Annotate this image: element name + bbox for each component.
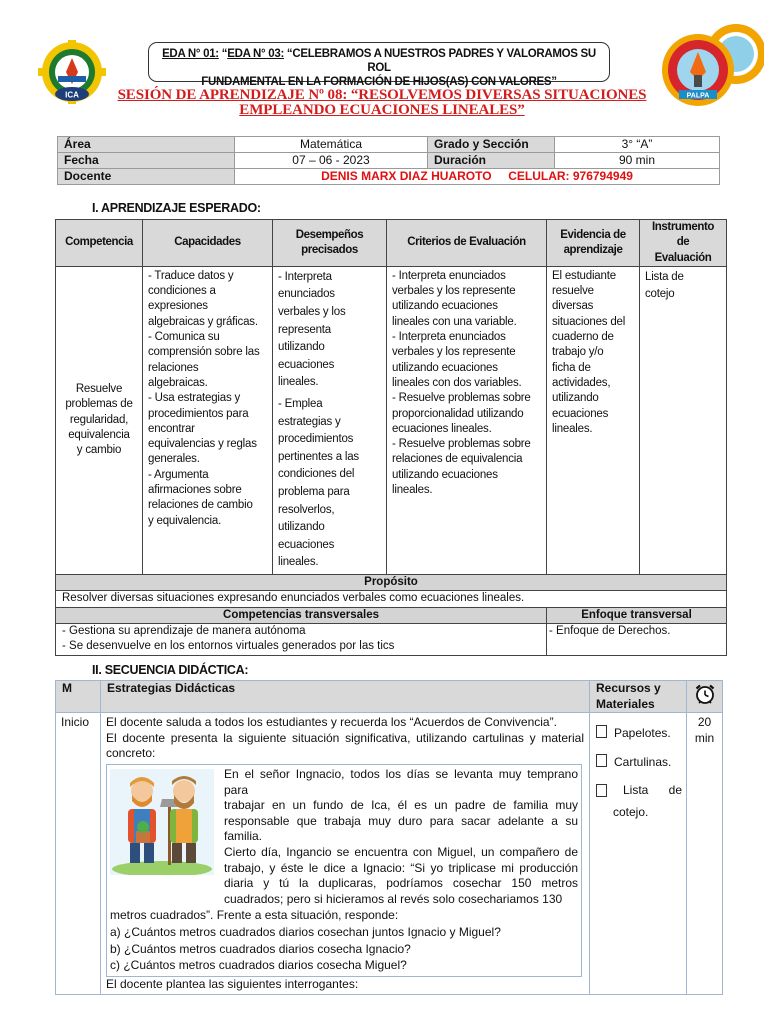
checkbox-icon [596,784,607,797]
text-line: cotejo [645,287,675,300]
text-line: actividades, [552,376,611,389]
col-desempenos-1: Desempeños [295,228,364,241]
sequence-table [55,680,723,995]
proposito-text: Resolver diversas situaciones expresando enunciados verbales como ecuaciones lineales. [56,591,727,607]
story-tail: metros cuadrados”. Frente a esta situación, responde: [110,908,399,923]
col-criterios: Criterios de Evaluación [387,220,547,267]
checkbox-icon [596,754,607,767]
text-line: enunciados [278,288,335,301]
text-line: pertinentes a las [278,450,359,463]
text-line: condiciones del [278,468,355,481]
text-line: situaciones del [552,315,626,328]
text-line: lineales. [392,484,433,497]
resource-label-3c: cotejo. [613,804,649,819]
text-line: cuaderno de [552,331,614,344]
grade-label: Grado y Sección [428,137,555,153]
closing-line: El docente plantea las siguientes interrogantes: [106,976,359,991]
story-box [106,764,582,977]
text-line: ecuaciones [278,358,335,371]
checkbox-icon [596,725,607,738]
col-evidencia-2: aprendizaje [563,243,623,256]
enfoque-item-1: - Enfoque de Derechos. [549,624,671,637]
date-label: Fecha [58,153,235,169]
text-line: estrategias y [278,415,341,428]
proposito-label: Propósito [56,574,727,590]
text-line: equivalencia [68,429,130,442]
area-value: Matemática [235,137,428,153]
text-line: representa [278,323,331,336]
intro-line-1: El docente saluda a todos los estudiantes y recuerda los “Acuerdos de Convivencia”. [106,715,557,730]
text-line: comprensión sobre las [148,346,260,359]
eda3-label: EDA N° 03: [227,48,284,60]
text-line: relaciones de cambio [148,499,253,512]
teacher-value: DENIS MARX DIAZ HUAROTO CELULAR: 976794949 [235,169,720,185]
text-line: procedimientos para [148,407,249,420]
grade-value: 3° “A” [555,137,720,153]
farmers-illustration [110,769,220,877]
story-text [220,767,578,907]
text-line: utilizando ecuaciones [392,361,498,374]
text-line: condiciones a [148,285,216,298]
text-line: utilizando [552,392,599,405]
alarm-clock-icon [693,682,717,706]
time-cell [687,713,723,995]
text-line: trabajo y/o [552,346,604,359]
text-line: y equivalencia. [148,514,222,527]
desempenos-cell [273,266,387,574]
text-line: algebraicas. [148,376,208,389]
col-desempenos [273,220,387,267]
text-line: - Usa estrategias y [148,392,241,405]
text-line: verbales y los [278,306,346,319]
criterios-cell [387,266,547,574]
text-line: regularidad, [69,413,129,426]
transversal-item-2: - Se desenvuelve en los entornos virtuales generados por las tics [62,640,395,653]
text-line: ecuaciones [278,538,335,551]
text-line: generales. [148,453,200,466]
resource-label-2: Cartulinas. [614,754,672,769]
text-line: lineales con dos variables. [392,376,522,389]
text-line: algebraicas y gráficas. [148,315,258,328]
school-logo-right [654,20,764,110]
text-line: diaria y tú la duplicaras, podríamos cosechar 150 metros [224,876,578,891]
competency-table [55,219,727,656]
strategy-cell [101,713,590,995]
text-line: utilizando [278,341,325,354]
text-line: En el señor Ingnacio, todos los días se levanta muy temprano para [224,766,578,797]
text-line: ficha de [552,361,591,374]
text-line: - Comunica su [148,331,220,344]
session-title [112,88,652,118]
col-recursos-2: Materiales [596,696,655,711]
text-line: afirmaciones sobre [148,484,242,497]
question-c: c) ¿Cuántos metros cuadrados diarios cosecha Miguel? [110,958,407,973]
text-line: relaciones de equivalencia [392,453,523,466]
info-table [57,136,720,185]
text-line: - Emplea [278,398,323,411]
text-line: verbales y los represente [392,285,516,298]
text-line: problemas de [65,398,133,411]
logo-left-text: ICA [65,90,79,100]
text-line: trabajar en un fundo de Ica, él es un padre de familia muy [224,798,578,813]
text-line: - Interpreta enunciados [392,331,506,344]
col-desempenos-2: precisados [301,243,358,256]
text-line: utilizando [278,521,325,534]
resource-item-3 [596,776,682,805]
text-line: expresiones [148,300,208,313]
text-line: - Resuelve problemas sobre [392,438,531,451]
resource-item-2 [596,748,682,777]
text-line: - Interpreta [278,270,332,283]
intro-line-2: El docente presenta la siguiente situación significativa, utilizando cartulinas y material concreto: [106,730,584,761]
eda-title-separator: “ [218,48,228,60]
moment-cell: Inicio [56,713,101,995]
section1-title: I. APRENDIZAJE ESPERADO: [92,201,261,215]
text-line: utilizando ecuaciones [392,468,498,481]
competencia-cell [56,266,143,574]
question-b: b) ¿Cuántos metros cuadrados diarios cosecha Ignacio? [110,941,411,956]
text-line: lineales. [552,422,593,435]
transversales-label: Competencias transversales [56,607,547,623]
col-estrategias: Estrategias Didácticas [101,681,590,713]
area-label: Área [58,137,235,153]
col-instrumento-2: de [676,236,690,249]
col-evidencia [547,220,640,267]
col-recursos-1: Recursos y [596,681,661,695]
col-time [687,681,723,713]
evidencia-cell [547,266,640,574]
text-line: lineales. [278,376,319,389]
instrumento-cell [640,266,727,574]
text-line: resuelve [552,285,594,298]
capacidades-cell [143,266,273,574]
col-instrumento [640,220,727,267]
text-line: cuadrados; pero si hicieramos al revés solo cosechariamos 130 [224,891,563,906]
text-line: relaciones [148,361,199,374]
duration-label: Duración [428,153,555,169]
text-line: encontrar [148,422,195,435]
logo-right-text: PALPA [686,92,710,100]
text-line: responsable que trabaja muy duro para sacar adelante a su familia. [224,813,578,844]
col-recursos [590,681,687,713]
col-instrumento-1: Instrumento [651,221,715,233]
text-line: lineales con una variable. [392,315,517,328]
text-line: lineales. [278,556,319,569]
teacher-label: Docente [58,169,235,185]
text-line: Resuelve [75,383,123,396]
session-title-line2: EMPLEANDO ECUACIONES LINEALES” [239,102,525,118]
text-line: proporcionalidad utilizando [392,407,524,420]
text-line: equivalencias y reglas [148,438,257,451]
eda-title-line1: “CELEBRAMOS A NUESTROS PADRES Y VALORAMOS SU ROL [283,48,596,74]
text-line: Cierto día, Ingancio se encuentra con Miguel, un compañero de [224,844,578,859]
duration-value: 90 min [555,153,720,169]
col-competencia: Competencia [56,220,143,267]
text-line: - Traduce datos y [148,269,234,282]
enfoque-cell [547,623,727,655]
text-line: utilizando ecuaciones [392,300,498,313]
text-line: verbales y los represente [392,346,516,359]
col-instrumento-3: Evaluación [654,251,712,264]
col-evidencia-1: Evidencia de [560,228,626,241]
text-line: - Argumenta [148,468,209,481]
eda1-label: EDA N° 01: [162,48,219,60]
eda-title-box [148,42,610,88]
col-m: M [56,681,101,713]
text-line: trabajo, y éste le dice a Ignacio: “Si yo triplicase mi producción [224,860,578,875]
date-value: 07 – 06 - 2023 [235,153,428,169]
time-value: 20 [697,715,712,730]
time-unit: min [694,730,715,745]
text-line: resolverlos, [278,503,335,516]
transversal-item-1: - Gestiona su aprendizaje de manera autónoma [62,624,306,637]
resource-label-3: Lista [623,783,649,798]
text-line: diversas [552,300,594,313]
question-a: a) ¿Cuántos metros cuadrados diarios cosechan juntos Ignacio y Miguel? [110,924,501,939]
text-line: problema para [278,486,350,499]
resource-label-1: Papelotes. [614,726,671,741]
text-line: y cambio [76,444,122,457]
enfoque-label: Enfoque transversal [547,607,727,623]
col-capacidades: Capacidades [143,220,273,267]
text-line: procedimientos [278,433,354,446]
text-line: ecuaciones lineales. [392,422,492,435]
resources-cell [590,713,687,995]
resource-label-3b: de [668,783,682,798]
text-line: El estudiante [552,269,616,282]
session-title-line1: SESIÓN DE APRENDIZAJE Nº 08: “RESOLVEMOS DIVERSAS SITUACIONES [117,87,647,103]
text-line: - Interpreta enunciados [392,269,506,282]
text-line: - Resuelve problemas sobre [392,392,531,405]
section2-title: II. SECUENCIA DIDÁCTICA: [92,663,249,677]
text-line: ecuaciones [552,407,609,420]
resource-item-1 [596,719,682,748]
transversales-cell [56,623,547,655]
school-logo-left [38,40,106,106]
eda-title-line2: FUNDAMENTAL EN LA FORMACIÓN DE HIJOS(AS) CON VALORES” [201,76,557,88]
text-line: Lista de [645,270,684,283]
